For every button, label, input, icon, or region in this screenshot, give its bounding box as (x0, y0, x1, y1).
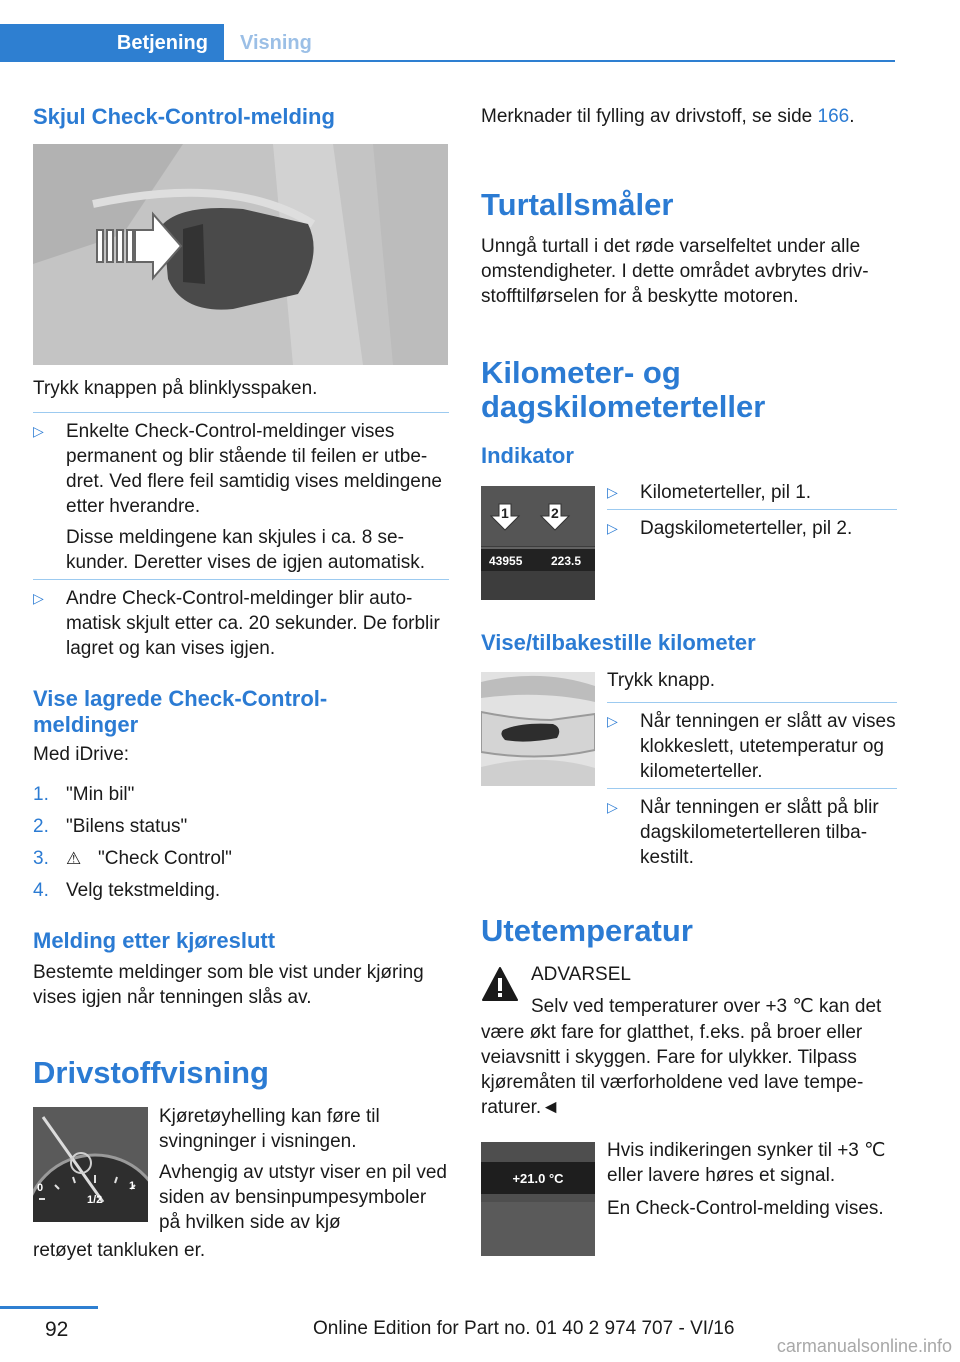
fuel-arrow-text: Avhengig av utstyr viser en pil ved siden av bensinpumpesymboler på hvilken side av kjø (159, 1162, 447, 1233)
idrive-label: Med iDrive: (33, 744, 130, 765)
list-item: 3. ⚠ "Check Control" (33, 848, 232, 869)
bullet-ignition-on: ▷ Når tenningen er slått på blir dagskilometertelleren tilbakestilt. (607, 797, 879, 868)
gauge-label-one: 1 (129, 1180, 136, 1192)
bullet-auto-hide: ▷ Andre Check-Control-meldinger blir automatisk skjult etter ca. 20 sekunder. De forblir lagret og kan vises igjen. (33, 588, 440, 659)
list-item: 2. "Bilens status" (33, 816, 188, 837)
gauge-label-half: 1/2 (87, 1194, 103, 1206)
fuel-notes-text: Merknader til fylling av drivstoff, se side 166. (481, 106, 855, 127)
odometer-total: 43955 (489, 554, 523, 568)
gauge-label-zero: 0 (37, 1182, 44, 1194)
odometer-arrow-2: 2 (551, 505, 559, 521)
heading-show-stored: Vise lagrede Check-Control-meldinger (33, 686, 328, 737)
heading-fuel-display: Drivstoffvisning (33, 1055, 269, 1090)
tab-visning[interactable]: Visning (240, 32, 312, 54)
warning-title: ADVARSEL (531, 964, 631, 985)
bullet-triangle-icon: ▷ (33, 423, 44, 439)
after-driving-text: Bestemte meldinger som ble vist under kjøring vises igjen når tenningen slås av. (33, 962, 424, 1008)
temp-check-control-text: En Check-Control-melding vises. (607, 1198, 884, 1219)
fuel-arrow-text-end: retøyet tankluken er. (33, 1240, 206, 1261)
tachometer-text: Unngå turtall i det røde varselfeltet under alle omstendigheter. I dette området avbrytes drivstofftilførselen for å beskytte motoren. (481, 236, 869, 307)
steps-list (33, 782, 449, 910)
heading-odometer: Kilometer- og dagskilometerteller (481, 355, 766, 424)
edition-text: Online Edition for Part no. 01 40 2 974 707 - VI/16 (313, 1318, 735, 1339)
divider (607, 788, 897, 789)
bullet-triangle-icon: ▷ (607, 520, 618, 536)
divider (33, 579, 449, 580)
page-link-166[interactable]: 166 (817, 106, 850, 127)
press-instruction: Trykk knappen på blinklysspaken. (33, 378, 318, 399)
warning-triangle-icon: ⚠ (66, 849, 82, 868)
heading-hide-check-control: Skjul Check-Control-melding (33, 104, 335, 129)
temperature-display-image (481, 1142, 595, 1256)
footer-rule (0, 1306, 98, 1309)
bullet-hide-8s: Disse meldingene kan skjules i ca. 8 sekunder. Deretter vises de igjen automatisk. (66, 527, 426, 573)
reset-button-image (481, 672, 595, 786)
divider (607, 702, 897, 703)
page-number: 92 (45, 1318, 69, 1341)
temperature-readout: +21.0 °C (512, 1171, 564, 1186)
bullet-trip-odometer: ▷ Dagskilometerteller, pil 2. (607, 518, 853, 539)
heading-indicator: Indikator (481, 443, 574, 468)
bullet-triangle-icon: ▷ (607, 713, 618, 729)
watermark: carmanualsonline.info (776, 1336, 952, 1356)
heading-outside-temp: Utetemperatur (481, 913, 693, 948)
warning-triangle-icon (481, 966, 519, 1002)
temp-signal-text: Hvis indikeringen synker til +3 ℃ eller lavere høres et signal. (607, 1140, 886, 1186)
heading-tachometer: Turtallsmåler (481, 187, 674, 222)
tab-betjening-label: Betjening (116, 32, 208, 54)
heading-after-driving: Melding etter kjøreslutt (33, 928, 276, 953)
fuel-gauge-image (33, 1107, 148, 1222)
bullet-triangle-icon: ▷ (33, 590, 44, 606)
stalk-button-illustration (33, 144, 448, 365)
list-item: 1. "Min bil" (33, 784, 135, 805)
bullet-permanent-messages: ▷ Enkelte Check-Control-meldinger vises permanent og blir stående til feilen er utbedret. Ved flere feil samtidig vises meldingene etter hverandre. (33, 421, 442, 517)
list-item: 4. Velg tekstmelding. (33, 880, 221, 901)
divider (607, 509, 897, 510)
bullet-triangle-icon: ▷ (607, 799, 618, 815)
bullet-ignition-off: ▷ Når tenningen er slått av vises klokkeslett, utetemperatur og kilometerteller. (607, 711, 896, 782)
bullet-odometer: ▷ Kilometerteller, pil 1. (607, 482, 812, 503)
heading-reset-km: Vise/tilbakestille kilometer (481, 630, 756, 655)
warning-text: være økt fare for glatthet, f.eks. på broer eller veiavsnitt i skyggen. Fare for ulykker. Tilpass kjøremåten til værforholdene ved lave temperaturer.◄ (481, 1022, 864, 1118)
divider (33, 412, 449, 413)
warning-text-first-line: Selv ved temperaturer over +3 ℃ kan det (531, 996, 882, 1017)
header-rule (0, 60, 895, 62)
odometer-arrow-1: 1 (501, 505, 509, 521)
tab-betjening[interactable] (0, 24, 224, 61)
reset-instruction: Trykk knapp. (607, 670, 716, 691)
bullet-triangle-icon: ▷ (607, 484, 618, 500)
fuel-tilt-text: Kjøretøyhelling kan føre til svingninger i visningen. (159, 1106, 380, 1152)
odometer-trip: 223.5 (551, 554, 582, 568)
odometer-display-image (481, 486, 595, 600)
